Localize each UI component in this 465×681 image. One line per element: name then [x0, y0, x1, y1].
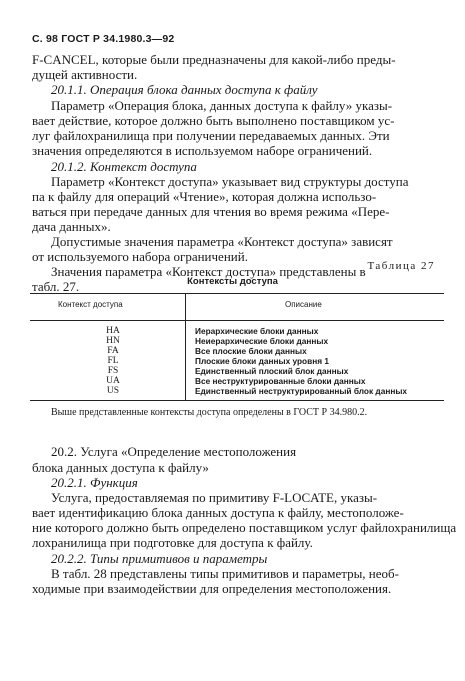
table-row-desc: Все неструктурированные блоки данных	[195, 376, 366, 386]
table-number: Таблица 27	[367, 260, 435, 272]
paragraph-line: луг файлохранилища при получении передаваемых данных. Эти	[32, 128, 390, 143]
subsection-heading: 20.2.1. Функция	[51, 475, 138, 490]
paragraph-line: Параметр «Операция блока, данных доступа к файлу» указы-	[51, 98, 393, 113]
table-row-desc: Плоские блоки данных уровня 1	[195, 356, 329, 366]
table-row-desc: Неиерархические блоки данных	[195, 336, 329, 346]
paragraph-line: ние которого должно быть определено поставщиком услуг файлохранилища	[32, 520, 457, 535]
table-column-rule	[185, 293, 186, 400]
paragraph-line: от используемого набора ограничений.	[32, 249, 248, 264]
paragraph-line: Услуга, предоставляемая по примитиву F-LOCATE, указы-	[51, 490, 378, 505]
paragraph-line: вает идентификацию блока данных доступа к файлу, местоположе-	[32, 505, 404, 520]
table-row-code: US	[106, 386, 120, 396]
table-row-code: HN	[106, 336, 120, 346]
table-header-description: Описание	[285, 300, 322, 309]
section-heading: 20.1.2. Контекст доступа	[51, 159, 197, 174]
paragraph-line: ваться при передаче данных для чтения во время режима «Пере-	[32, 204, 390, 219]
paragraph-line: па к файлу для операций «Чтение», которая должна использо-	[32, 189, 377, 204]
table-row-desc: Иерархические блоки данных	[195, 326, 319, 336]
subsection-heading: 20.2.2. Типы примитивов и параметры	[51, 551, 268, 566]
table-row-desc: Единственный неструктурированный блок данных	[195, 386, 408, 396]
table-row-code: FS	[107, 366, 119, 376]
paragraph-line: дущей активности.	[32, 67, 138, 82]
table-row-code: FL	[107, 356, 119, 366]
paragraph-line: F-CANCEL, которые были предназначены для какой-либо преды-	[32, 52, 396, 67]
table-row-code: FA	[107, 346, 119, 356]
section-heading-line: 20.2. Услуга «Определение местоположения	[51, 444, 297, 459]
section-heading: 20.1.1. Операция блока данных доступа к файлу	[51, 82, 318, 97]
table-bottom-rule	[30, 400, 444, 401]
paragraph-line: Допустимые значения параметра «Контекст доступа» зависят	[51, 234, 393, 249]
table-note: Выше представленные контексты доступа определены в ГОСТ Р 34.980.2.	[51, 407, 368, 418]
table-header-context: Контекст доступа	[58, 300, 123, 309]
table-row-code: HA	[106, 326, 120, 336]
page-header: С. 98 ГОСТ Р 34.1980.3—92	[32, 33, 175, 45]
paragraph-line: дача данных».	[32, 219, 111, 234]
table-row-desc: Единственный плоский блок данных	[195, 366, 349, 376]
table-row-code: UA	[106, 376, 120, 386]
paragraph-line: Значения параметра «Контекст доступа» представлены в	[51, 264, 366, 279]
paragraph-line: В табл. 28 представлены типы примитивов и параметры, необ-	[51, 566, 399, 581]
paragraph-line: значения определяются в используемом наборе ограничений.	[32, 143, 373, 158]
paragraph-line: ходимые при взаимодействии для определения местоположения.	[32, 581, 392, 596]
paragraph-line: вает действие, которое должно быть выполнено поставщиком ус-	[32, 113, 395, 128]
paragraph-line: лохранилища при подготовке для доступа к файлу.	[32, 535, 313, 550]
paragraph-line: табл. 27.	[32, 279, 80, 294]
section-heading-line: блока данных доступа к файлу»	[32, 460, 209, 475]
table-header-rule	[30, 320, 444, 321]
table-title: Контексты доступа	[187, 276, 278, 287]
paragraph-line: Параметр «Контекст доступа» указывает вид структуры доступа	[51, 174, 409, 189]
table-row-desc: Все плоские блоки данных	[195, 346, 307, 356]
table-top-rule	[30, 293, 444, 294]
